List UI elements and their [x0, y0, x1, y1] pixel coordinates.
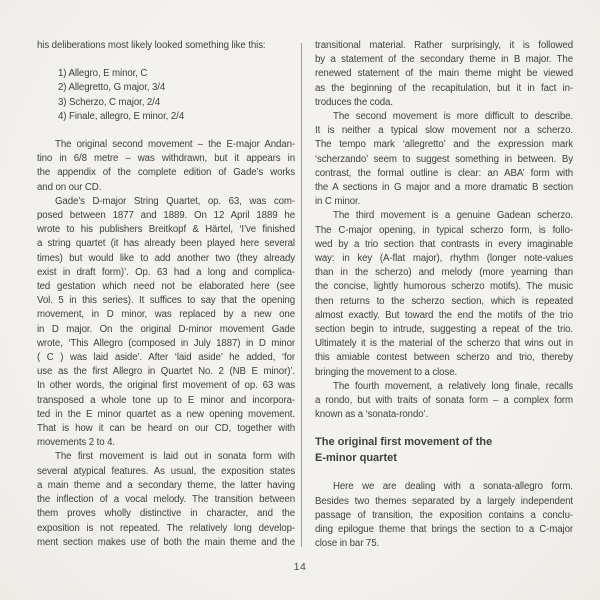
text-line: exist in draft form)’. Op. 63 had a long and complica- — [37, 266, 295, 278]
text-line: a rondo, but with traits of sonata form – a complex form — [315, 395, 573, 407]
text-line: a main theme and a secondary theme, the latter having — [37, 479, 295, 491]
text-line: known as a ‘sonata-rondo’. — [315, 409, 429, 421]
text-line: ( C ) was laid aside’. After ‘laid aside’ he added, ‘for — [37, 352, 295, 364]
text-line: this amiable contest between scherzo and trio, thereby — [315, 352, 573, 364]
text-line: The first movement is laid out in sonata form with — [55, 451, 295, 463]
text-line: tino in 6/8 metre – was withdrawn, but it appears in — [37, 153, 295, 165]
text-line: The C-major opening, in typical scherzo form, is follo- — [315, 224, 573, 236]
text-paragraph — [315, 480, 573, 551]
text-line: several atypical features. As usual, the exposition states — [37, 465, 295, 477]
text-line: The original second movement – the E-major Andan- — [55, 139, 295, 151]
text-line: than in the scherzo) and melody (more yearning than — [315, 267, 573, 279]
text-paragraph — [315, 39, 573, 110]
text-line: ted gestation which need not be elaborated here (see — [37, 281, 295, 293]
column-divider — [301, 43, 302, 547]
text-line: wrote, ‘This Allegro (composed in July 1887) in D minor — [37, 337, 295, 349]
text-line: exposition is not repeated. The relatively long develop- — [37, 522, 295, 534]
list-item: 3) Scherzo, C major, 2/4 — [58, 96, 161, 108]
text-line: movements 2 to 4. — [37, 437, 115, 449]
text-paragraph — [315, 110, 573, 209]
text-line: The second movement is more difficult to describe. — [333, 111, 573, 123]
text-line: contrast, the formal outline is clear: an ABA’ form with — [315, 167, 573, 179]
text-line: posed between 1877 and 1889. On 12 April 1889 he — [37, 210, 295, 222]
text-line: and on our CD. — [37, 181, 102, 193]
text-line: Gade’s D-major String Quartet, op. 63, was com- — [55, 195, 295, 207]
text-paragraph — [315, 380, 573, 423]
text-line: the inflection of a vocal melody. The transition between — [37, 494, 295, 506]
text-line: then returns to the scherzo section, which is repeated — [315, 295, 573, 307]
text-line: troduces the coda. — [315, 96, 393, 108]
section-heading — [315, 435, 573, 466]
list-item: 2) Allegretto, G major, 3/4 — [58, 82, 166, 94]
left-column — [37, 39, 295, 550]
text-line: In other words, the original first movement of op. 63 was — [37, 380, 295, 392]
text-line: Vol. 5 in this series). It suffices to say that the opening — [37, 295, 295, 307]
text-line: times) but would like to add another two (they already — [37, 252, 295, 264]
text-line: bringing the movement to a close. — [315, 366, 458, 378]
list-item: 1) Allegro, E minor, C — [58, 68, 148, 80]
text-line: in D major. On the original D-minor movement Gade — [37, 323, 295, 335]
text-line: Besides two themes separated by a largely independent — [315, 495, 573, 507]
text-line: transitional material. Rather surprisingly, it is followed — [315, 40, 573, 51]
text-line: in C minor. — [315, 196, 361, 208]
text-line: a string quartet (it has already been played here several — [37, 238, 295, 250]
page-number: 14 — [293, 561, 307, 573]
text-line: wed by a trio section that contrasts in every imaginable — [315, 238, 573, 250]
text-line: ding epilogue theme that brings the section to a C-major — [315, 524, 573, 536]
text-line: way: in key (A-flat major), rhythm (longer note-values — [315, 253, 573, 265]
text-line: the A sections in G major and a more dramatic B section — [315, 182, 573, 194]
text-line: passage of transition, the exposition contains a conclu- — [315, 509, 573, 521]
text-line: the concise, lightly humorous scherzo motifs). The music — [315, 281, 573, 293]
text-line: as the beginning of the recapitulation, but it in fact in- — [315, 82, 573, 94]
text-line: renewed statement of the main theme might be viewed — [315, 68, 573, 80]
text-line: Here we are dealing with a sonata-allegro form. — [333, 481, 573, 493]
text-line: them proves wholly distinctive in character, and the — [37, 508, 295, 520]
text-line: almost exactly. But toward the end the motifs of the trio — [315, 309, 573, 321]
text-line: That is how it can be heard on our CD, together with — [37, 423, 295, 435]
text-line: It is neither a typical slow movement nor a scherzo. — [315, 125, 573, 137]
text-line: ment section makes use of both the main theme and the — [37, 536, 295, 548]
text-line: wrote to his publishers Breitkopf & Härtel, ‘I’ve finished — [37, 224, 295, 236]
text-line: close in bar 75. — [315, 538, 380, 550]
text-line: by a statement of the secondary theme in B major. The — [315, 54, 573, 66]
text-line: Ultimately it is the material of the scherzo that wins out in — [315, 338, 573, 350]
text-line: E-minor quartet — [315, 451, 397, 464]
text-line: The third movement is a genuine Gadean scherzo. — [333, 210, 573, 222]
text-line: his deliberations most likely looked something like this: — [37, 40, 266, 51]
text-line: The fourth movement, a relatively long finale, recalls — [333, 380, 573, 392]
list-item: 4) Finale, allegro, E minor, 2/4 — [58, 110, 185, 122]
text-line: section begin to intrude, suggesting a repeat of the trio. — [315, 324, 573, 336]
text-line: The tempo mark ‘allegretto’ and the expression mark — [315, 139, 573, 151]
text-paragraph — [37, 138, 295, 195]
text-paragraph — [37, 39, 295, 53]
text-line: transposed a whole tone up to E minor and incorpora- — [37, 394, 295, 406]
right-column — [315, 39, 573, 552]
text-line: The original first movement of the — [315, 436, 493, 449]
text-line: movement, in D minor, was replaced by a new one — [37, 309, 295, 321]
text-line: ‘scherzando’ seem to suggest something in between. By — [315, 153, 573, 165]
movement-list — [37, 67, 295, 124]
text-line: use as the first Allegro in Quartet No. 2 (NB E minor)’. — [37, 366, 295, 378]
text-paragraph — [37, 450, 295, 549]
text-line: the appendix of the complete edition of Gade’s works — [37, 167, 295, 179]
text-line: ted in the E minor quartet as a new opening movement. — [37, 408, 295, 420]
text-paragraph — [315, 209, 573, 379]
text-paragraph — [37, 195, 295, 451]
